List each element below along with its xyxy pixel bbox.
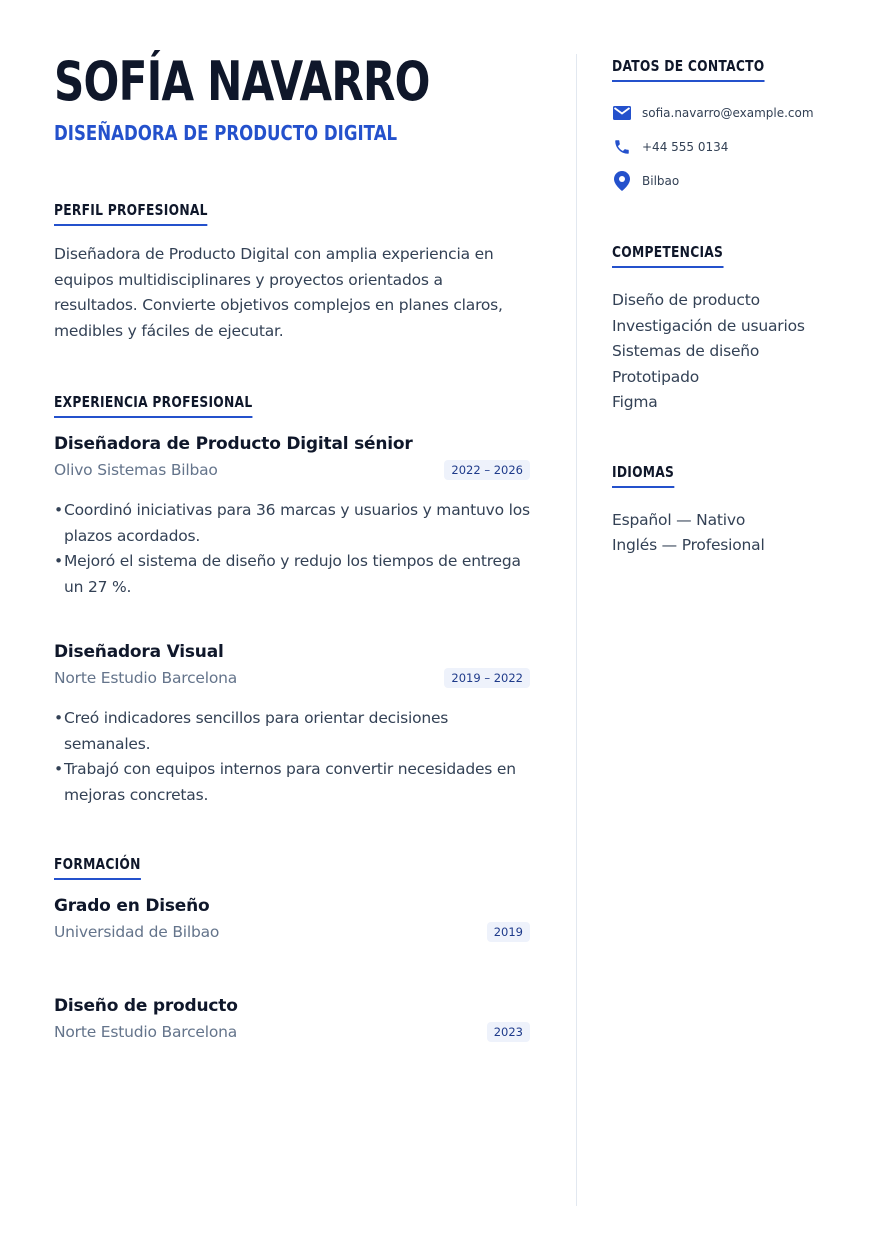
spacer [612,198,852,242]
year-badge: 2023 [487,1022,530,1042]
contact-location-value: Bilbao [642,174,680,188]
language-item: Español — Nativo [612,510,746,529]
bullet-dot: • [54,709,63,727]
education-title: Diseño de producto [54,996,238,1016]
skill-item: Investigación de usuarios [612,316,805,335]
bullet-item [54,549,530,600]
contact-email-value[interactable]: sofia.navarro@example.com [642,106,814,120]
contact-location [612,164,852,198]
section-contacto-heading [612,56,852,86]
spacer [54,152,530,200]
phone-icon [612,137,632,157]
contact-email [612,96,852,130]
bullet-dot: • [54,760,63,778]
skill-item: Figma [612,393,658,411]
job-title: Diseñadora Visual [54,642,224,662]
job-company: Olivo Sistemas Bilbao [54,461,218,479]
skill-item: Diseño de producto [612,291,760,309]
spacer [54,808,530,854]
job-bullets [54,706,530,808]
section-idiomas-heading [612,462,852,492]
bullet-item [54,757,530,808]
bullet-text: Mejoró el sistema de diseño y redujo los tiempos de entrega un 27 %. [64,552,521,596]
column-divider [576,54,577,1206]
job-title: Diseñadora de Producto Digital sénior [54,434,413,454]
section-formacion-heading [54,854,530,884]
date-badge: 2019 – 2022 [444,668,530,688]
contact-phone [612,130,852,164]
skill-item: Sistemas de diseño [612,342,760,360]
skill-item: Prototipado [612,367,699,386]
spacer [612,86,852,96]
section-title-idiomas: IDIOMAS [612,463,674,488]
section-competencias-heading [612,242,852,272]
location-pin-icon [612,171,632,191]
job-bullets [54,498,530,600]
bullet-dot: • [54,501,63,519]
year-badge: 2019 [487,922,530,942]
education-institution: Norte Estudio Barcelona [54,1023,238,1041]
main-column [54,50,530,1042]
contact-phone-value[interactable]: +44 555 0134 [642,140,729,154]
languages-list [612,508,852,559]
candidate-name: SOFÍA NAVARRO [54,50,430,113]
section-title-experiencia: EXPERIENCIA PROFESIONAL [54,393,252,418]
section-title-competencias: COMPETENCIAS [612,243,723,268]
bullet-dot: • [54,552,63,570]
section-experiencia-heading [54,392,530,422]
education-entry [54,994,530,1042]
date-badge: 2022 – 2026 [444,460,530,480]
job-meta [54,668,530,688]
education-meta [54,922,530,942]
education-meta [54,1022,530,1042]
section-title-contacto: DATOS DE CONTACTO [612,57,764,82]
spacer [612,416,852,462]
bullet-text: Coordinó iniciativas para 36 marcas y usuarios y mantuvo los plazos acordados. [64,501,530,545]
perfil-text: Diseñadora de Producto Digital con amplia experiencia en equipos multidisciplinares y proyectos orientados a resultados. Convierte objetivos complejos en planes claros, medibles y fáciles de ejecutar. [54,245,503,340]
section-title-perfil: PERFIL PROFESIONAL [54,201,208,226]
candidate-role: DISEÑADORA DE PRODUCTO DIGITAL [54,121,398,145]
job-entry [54,640,530,808]
job-meta [54,460,530,480]
sidebar-column [612,56,852,559]
spacer [54,344,530,392]
education-title: Grado en Diseño [54,896,210,916]
language-item: Inglés — Profesional [612,536,765,554]
section-title-formacion: FORMACIÓN [54,855,141,880]
bullet-text: Trabajó con equipos internos para convertir necesidades en mejoras concretas. [64,760,516,804]
job-entry [54,432,530,600]
name-wrap [54,50,530,114]
bullet-item [54,706,530,757]
bullet-text: Creó indicadores sencillos para orientar decisiones semanales. [64,709,449,753]
role-wrap [54,120,530,152]
education-institution: Universidad de Bilbao [54,923,220,941]
mail-icon [612,103,632,123]
education-entry [54,894,530,942]
skills-list [612,288,852,416]
section-perfil-heading [54,200,530,230]
job-company: Norte Estudio Barcelona [54,669,238,687]
bullet-item [54,498,530,549]
